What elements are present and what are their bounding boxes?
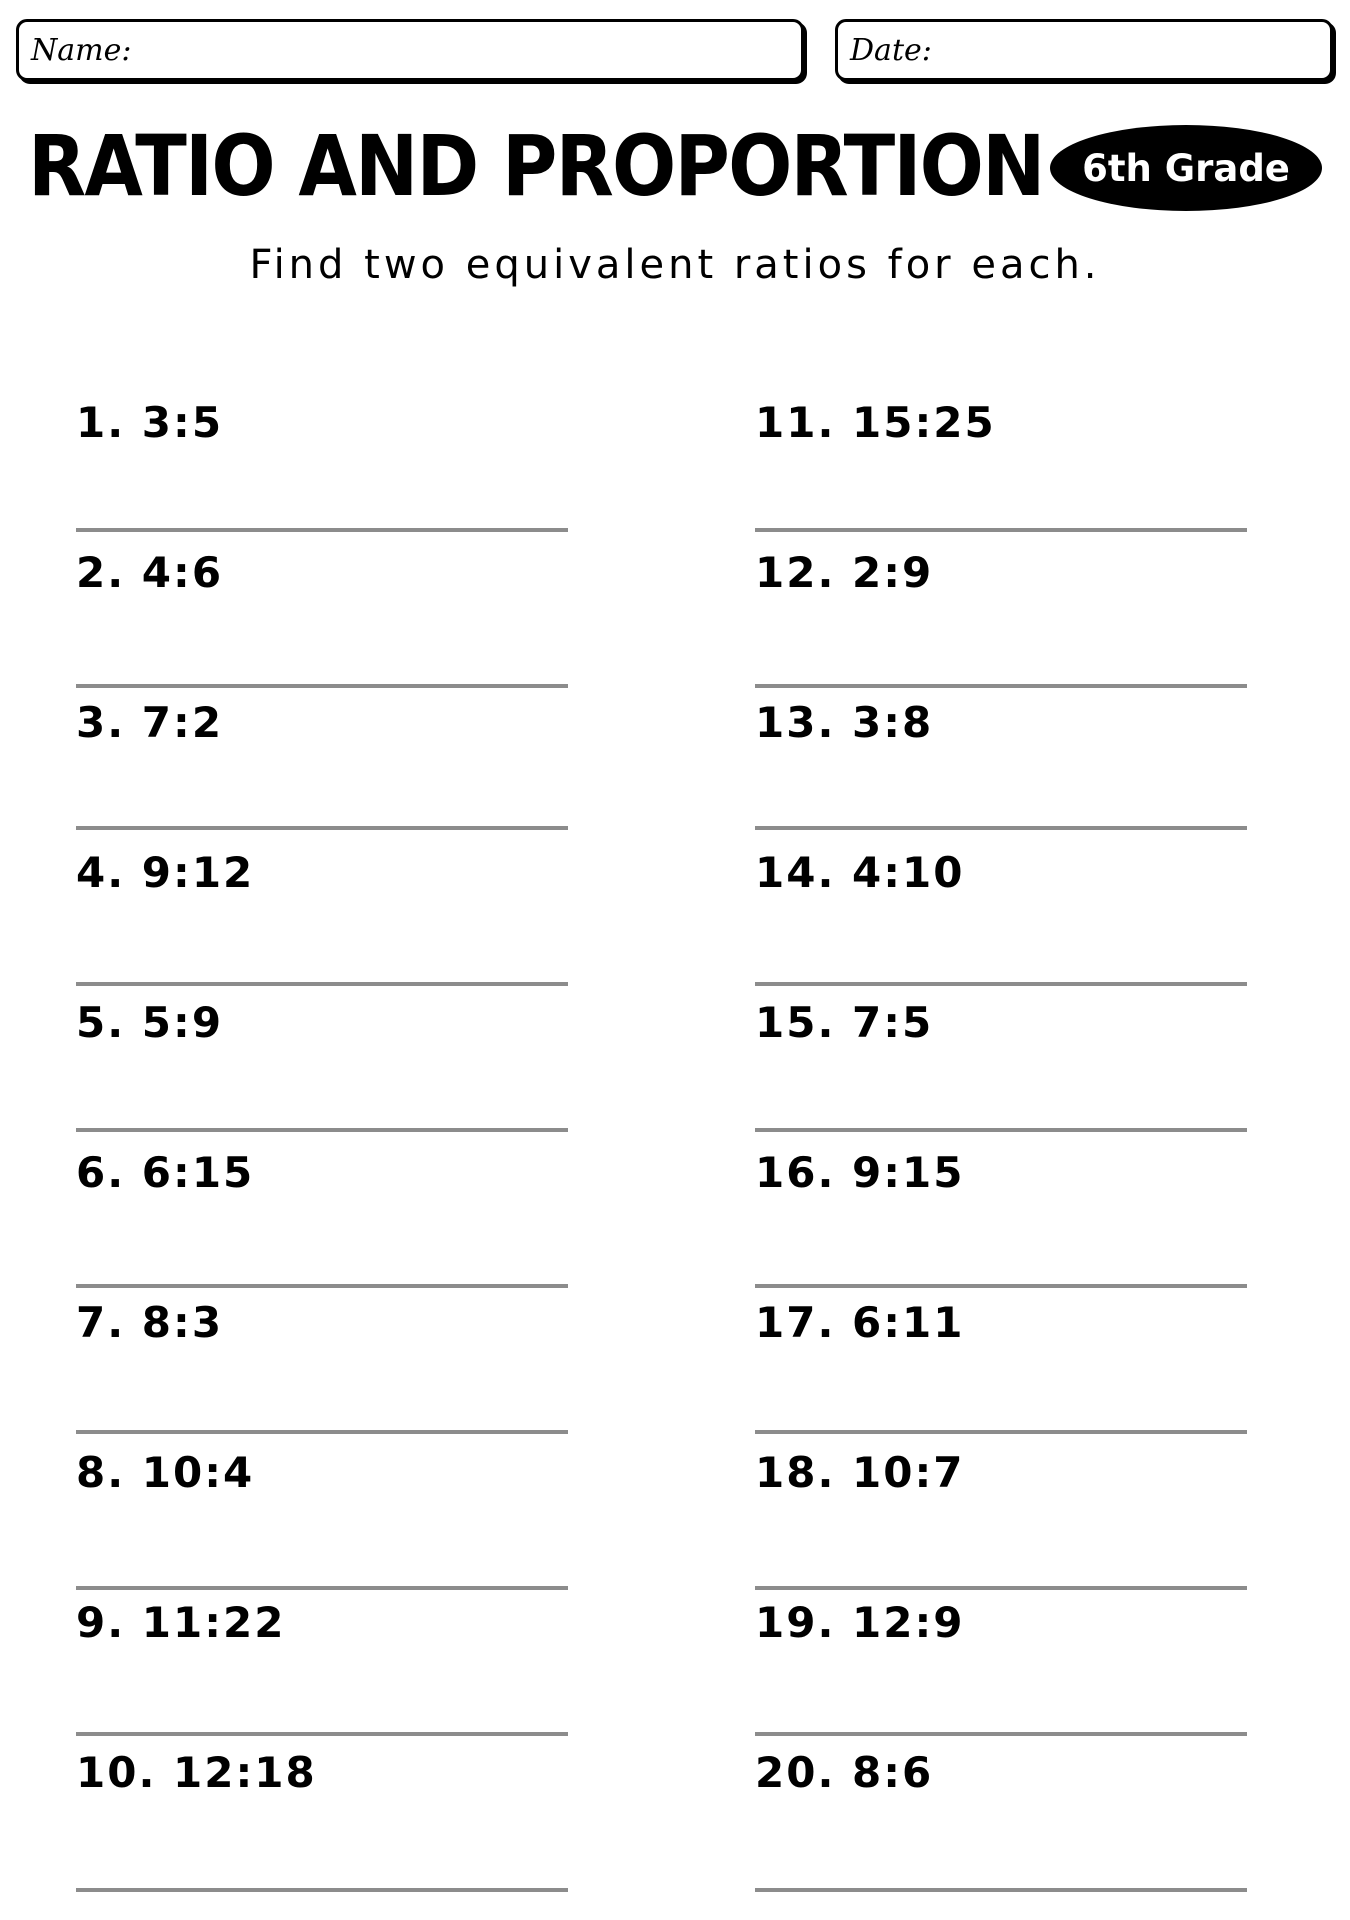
answer-line[interactable]	[76, 528, 568, 532]
answer-line[interactable]	[76, 1888, 568, 1892]
problem-label: 19. 12:9	[755, 1598, 965, 1647]
answer-line[interactable]	[76, 1430, 568, 1434]
problem-label: 12. 2:9	[755, 548, 934, 597]
name-label: Name:	[31, 33, 132, 68]
answer-line[interactable]	[76, 1128, 568, 1132]
name-field[interactable]	[16, 19, 804, 81]
problem-label: 4. 9:12	[76, 848, 255, 897]
problem-item	[755, 398, 1247, 548]
problem-item	[755, 848, 1247, 998]
answer-line[interactable]	[755, 1430, 1247, 1434]
problem-item	[755, 1448, 1247, 1598]
problem-label: 5. 5:9	[76, 998, 224, 1047]
problem-label: 6. 6:15	[76, 1148, 255, 1197]
problem-item	[76, 1748, 568, 1898]
problem-label: 17. 6:11	[755, 1298, 965, 1347]
problem-label: 2. 4:6	[76, 548, 224, 597]
problem-item	[755, 1748, 1247, 1898]
problem-item	[76, 698, 568, 848]
problem-label: 1. 3:5	[76, 398, 224, 447]
problem-item	[755, 998, 1247, 1148]
answer-line[interactable]	[76, 982, 568, 986]
answer-line[interactable]	[755, 1586, 1247, 1590]
answer-line[interactable]	[76, 1284, 568, 1288]
problem-item	[76, 1448, 568, 1598]
problem-item	[755, 548, 1247, 698]
problem-item	[755, 1298, 1247, 1448]
problem-item	[76, 998, 568, 1148]
answer-line[interactable]	[755, 1732, 1247, 1736]
answer-line[interactable]	[755, 1284, 1247, 1288]
problem-label: 7. 8:3	[76, 1298, 224, 1347]
grade-badge: 6th Grade	[1050, 125, 1322, 211]
problem-item	[755, 1148, 1247, 1298]
date-input[interactable]	[938, 22, 1330, 78]
date-field[interactable]	[835, 19, 1333, 81]
problem-item	[76, 848, 568, 998]
problem-item	[755, 698, 1247, 848]
problem-label: 20. 8:6	[755, 1748, 934, 1797]
problem-label: 8. 10:4	[76, 1448, 255, 1497]
problem-label: 13. 3:8	[755, 698, 934, 747]
date-label: Date:	[850, 33, 932, 68]
problem-item	[76, 398, 568, 548]
problem-label: 11. 15:25	[755, 398, 996, 447]
answer-line[interactable]	[755, 684, 1247, 688]
instructions: Find two equivalent ratios for each.	[249, 242, 1101, 288]
answer-line[interactable]	[76, 826, 568, 830]
answer-line[interactable]	[755, 1128, 1247, 1132]
problem-item	[76, 1598, 568, 1748]
answer-line[interactable]	[76, 1732, 568, 1736]
worksheet-title: RATIO AND PROPORTION	[28, 117, 1044, 215]
problem-label: 9. 11:22	[76, 1598, 286, 1647]
problem-label: 14. 4:10	[755, 848, 965, 897]
problem-label: 10. 12:18	[76, 1748, 317, 1797]
problem-label: 18. 10:7	[755, 1448, 965, 1497]
problem-item	[755, 1598, 1247, 1748]
problem-label: 16. 9:15	[755, 1148, 965, 1197]
problem-item	[76, 1148, 568, 1298]
answer-line[interactable]	[755, 1888, 1247, 1892]
answer-line[interactable]	[76, 684, 568, 688]
answer-line[interactable]	[755, 826, 1247, 830]
problem-item	[76, 548, 568, 698]
problem-label: 15. 7:5	[755, 998, 934, 1047]
answer-line[interactable]	[755, 528, 1247, 532]
name-input[interactable]	[139, 22, 801, 78]
answer-line[interactable]	[76, 1586, 568, 1590]
answer-line[interactable]	[755, 982, 1247, 986]
problem-item	[76, 1298, 568, 1448]
problem-label: 3. 7:2	[76, 698, 224, 747]
